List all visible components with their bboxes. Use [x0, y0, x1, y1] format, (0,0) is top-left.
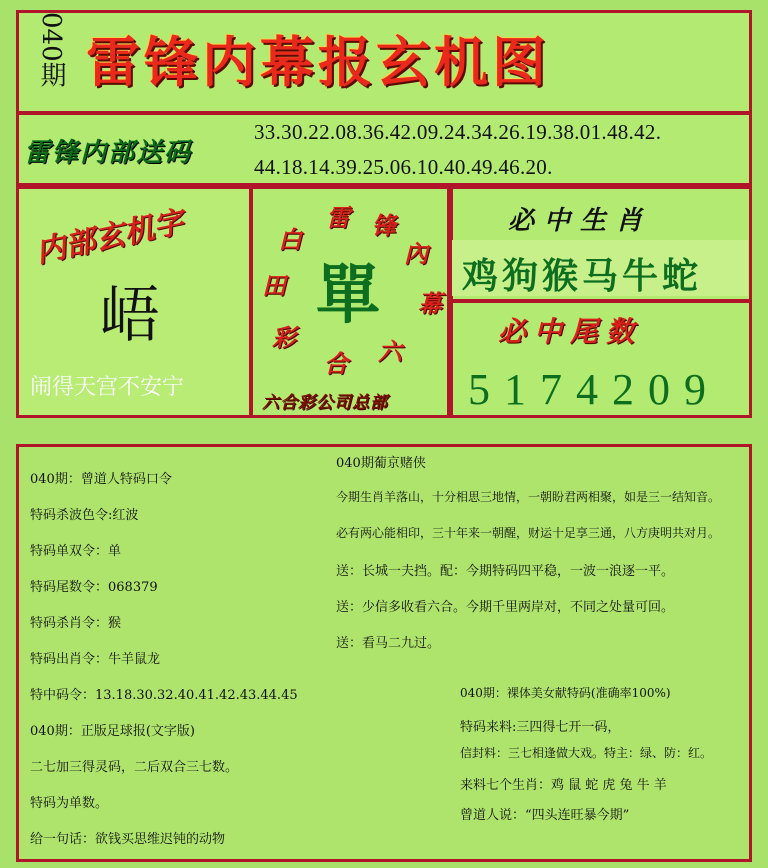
tail-value: 5174209 — [468, 365, 720, 414]
ring-char-7: 彩 — [272, 323, 296, 352]
left-line-2: 特码杀波色令:红波 — [30, 508, 139, 523]
zodiac-value: 鸡狗猴马牛蛇 — [462, 255, 703, 297]
left-line-1: 040期：曾道人特码口令 — [30, 472, 172, 487]
codes-line-1: 33.30.22.08.36.42.09.24.34.26.19.38.01.48.42. — [254, 120, 662, 144]
bottom-left-line-1: 特中码令：13.18.30.32.40.41.42.43.44.45 — [30, 688, 298, 703]
bottom-right-line-5: 曾道人说：“四头连旺暴今期” — [460, 808, 630, 823]
single-footer: 六合彩公司总部 — [262, 393, 388, 413]
ring-char-2: 锋 — [372, 211, 396, 240]
zodiac-label: 必中生肖 — [508, 206, 653, 236]
ring-char-6: 合 — [324, 349, 348, 378]
bottom-right-line-1: 040期：裸体美女献特码(准确率100%) — [460, 686, 671, 700]
ring-char-9: 白 — [278, 225, 302, 254]
bottom-left-line-3: 二七加三得灵码，二后双合三七数。 — [30, 760, 239, 775]
secret-word-character: 峿 — [100, 281, 160, 351]
codes-label: 雷锋内部送码 — [24, 138, 193, 168]
right-top-line-5: 送：看马二九过。 — [336, 636, 441, 651]
bottom-right-line-3: 信封料：三七相逢做大戏。特主：绿、防：红。 — [460, 746, 713, 760]
single-center: 單 — [316, 258, 380, 333]
secret-word-label: 内部玄机字 — [32, 204, 187, 271]
bottom-left-line-5: 给一句话：欲钱买思维迟钝的动物 — [30, 832, 226, 847]
left-line-4: 特码尾数令：068379 — [30, 580, 158, 595]
ring-char-8: 田 — [262, 271, 286, 300]
right-top-line-2: 必有两心能相印，三十年来一朝醒，财运十足享三通，八方庚明共对月。 — [336, 526, 721, 540]
ring-char-5: 六 — [378, 337, 402, 366]
codes-line-2: 44.18.14.39.25.06.10.40.49.46.20. — [254, 155, 553, 179]
secret-word-phrase: 闹得天宫不安宁 — [30, 375, 185, 400]
page-title: 雷锋内幕报玄机图 — [86, 30, 550, 94]
right-top-line-3: 送：长城一夫挡。配：今期特码四平稳，一波一浪逐一平。 — [336, 564, 675, 579]
left-line-3: 特码单双令：单 — [30, 544, 122, 559]
ring-char-3: 內 — [404, 239, 428, 268]
tail-label: 必中尾数 — [498, 315, 643, 348]
issue-number: 040期 — [36, 12, 66, 88]
bottom-left-line-4: 特码为单数。 — [30, 796, 109, 811]
ring-char-4: 幕 — [418, 289, 442, 318]
right-top-title: 040期葡京赌侠 — [336, 456, 426, 471]
ring-char-1: 雷 — [326, 203, 350, 232]
right-top-line-1: 今期生肖羊落山，十分相思三地情，一朝盼君两相聚，如是三一结知音。 — [336, 490, 721, 504]
bottom-right-line-4: 来料七个生肖：鸡 鼠 蛇 虎 兔 牛 羊 — [460, 778, 667, 793]
right-top-line-4: 送：少信多收看六合。今期千里两岸对，不同之处量可回。 — [336, 600, 675, 615]
bottom-left-line-2: 040期：正版足球报(文字版) — [30, 724, 195, 739]
bottom-right-line-2: 特码来料:三四得七开一码， — [460, 720, 621, 735]
left-line-6: 特码出肖令：牛羊鼠龙 — [30, 652, 161, 667]
left-line-5: 特码杀肖令：猴 — [30, 616, 122, 631]
